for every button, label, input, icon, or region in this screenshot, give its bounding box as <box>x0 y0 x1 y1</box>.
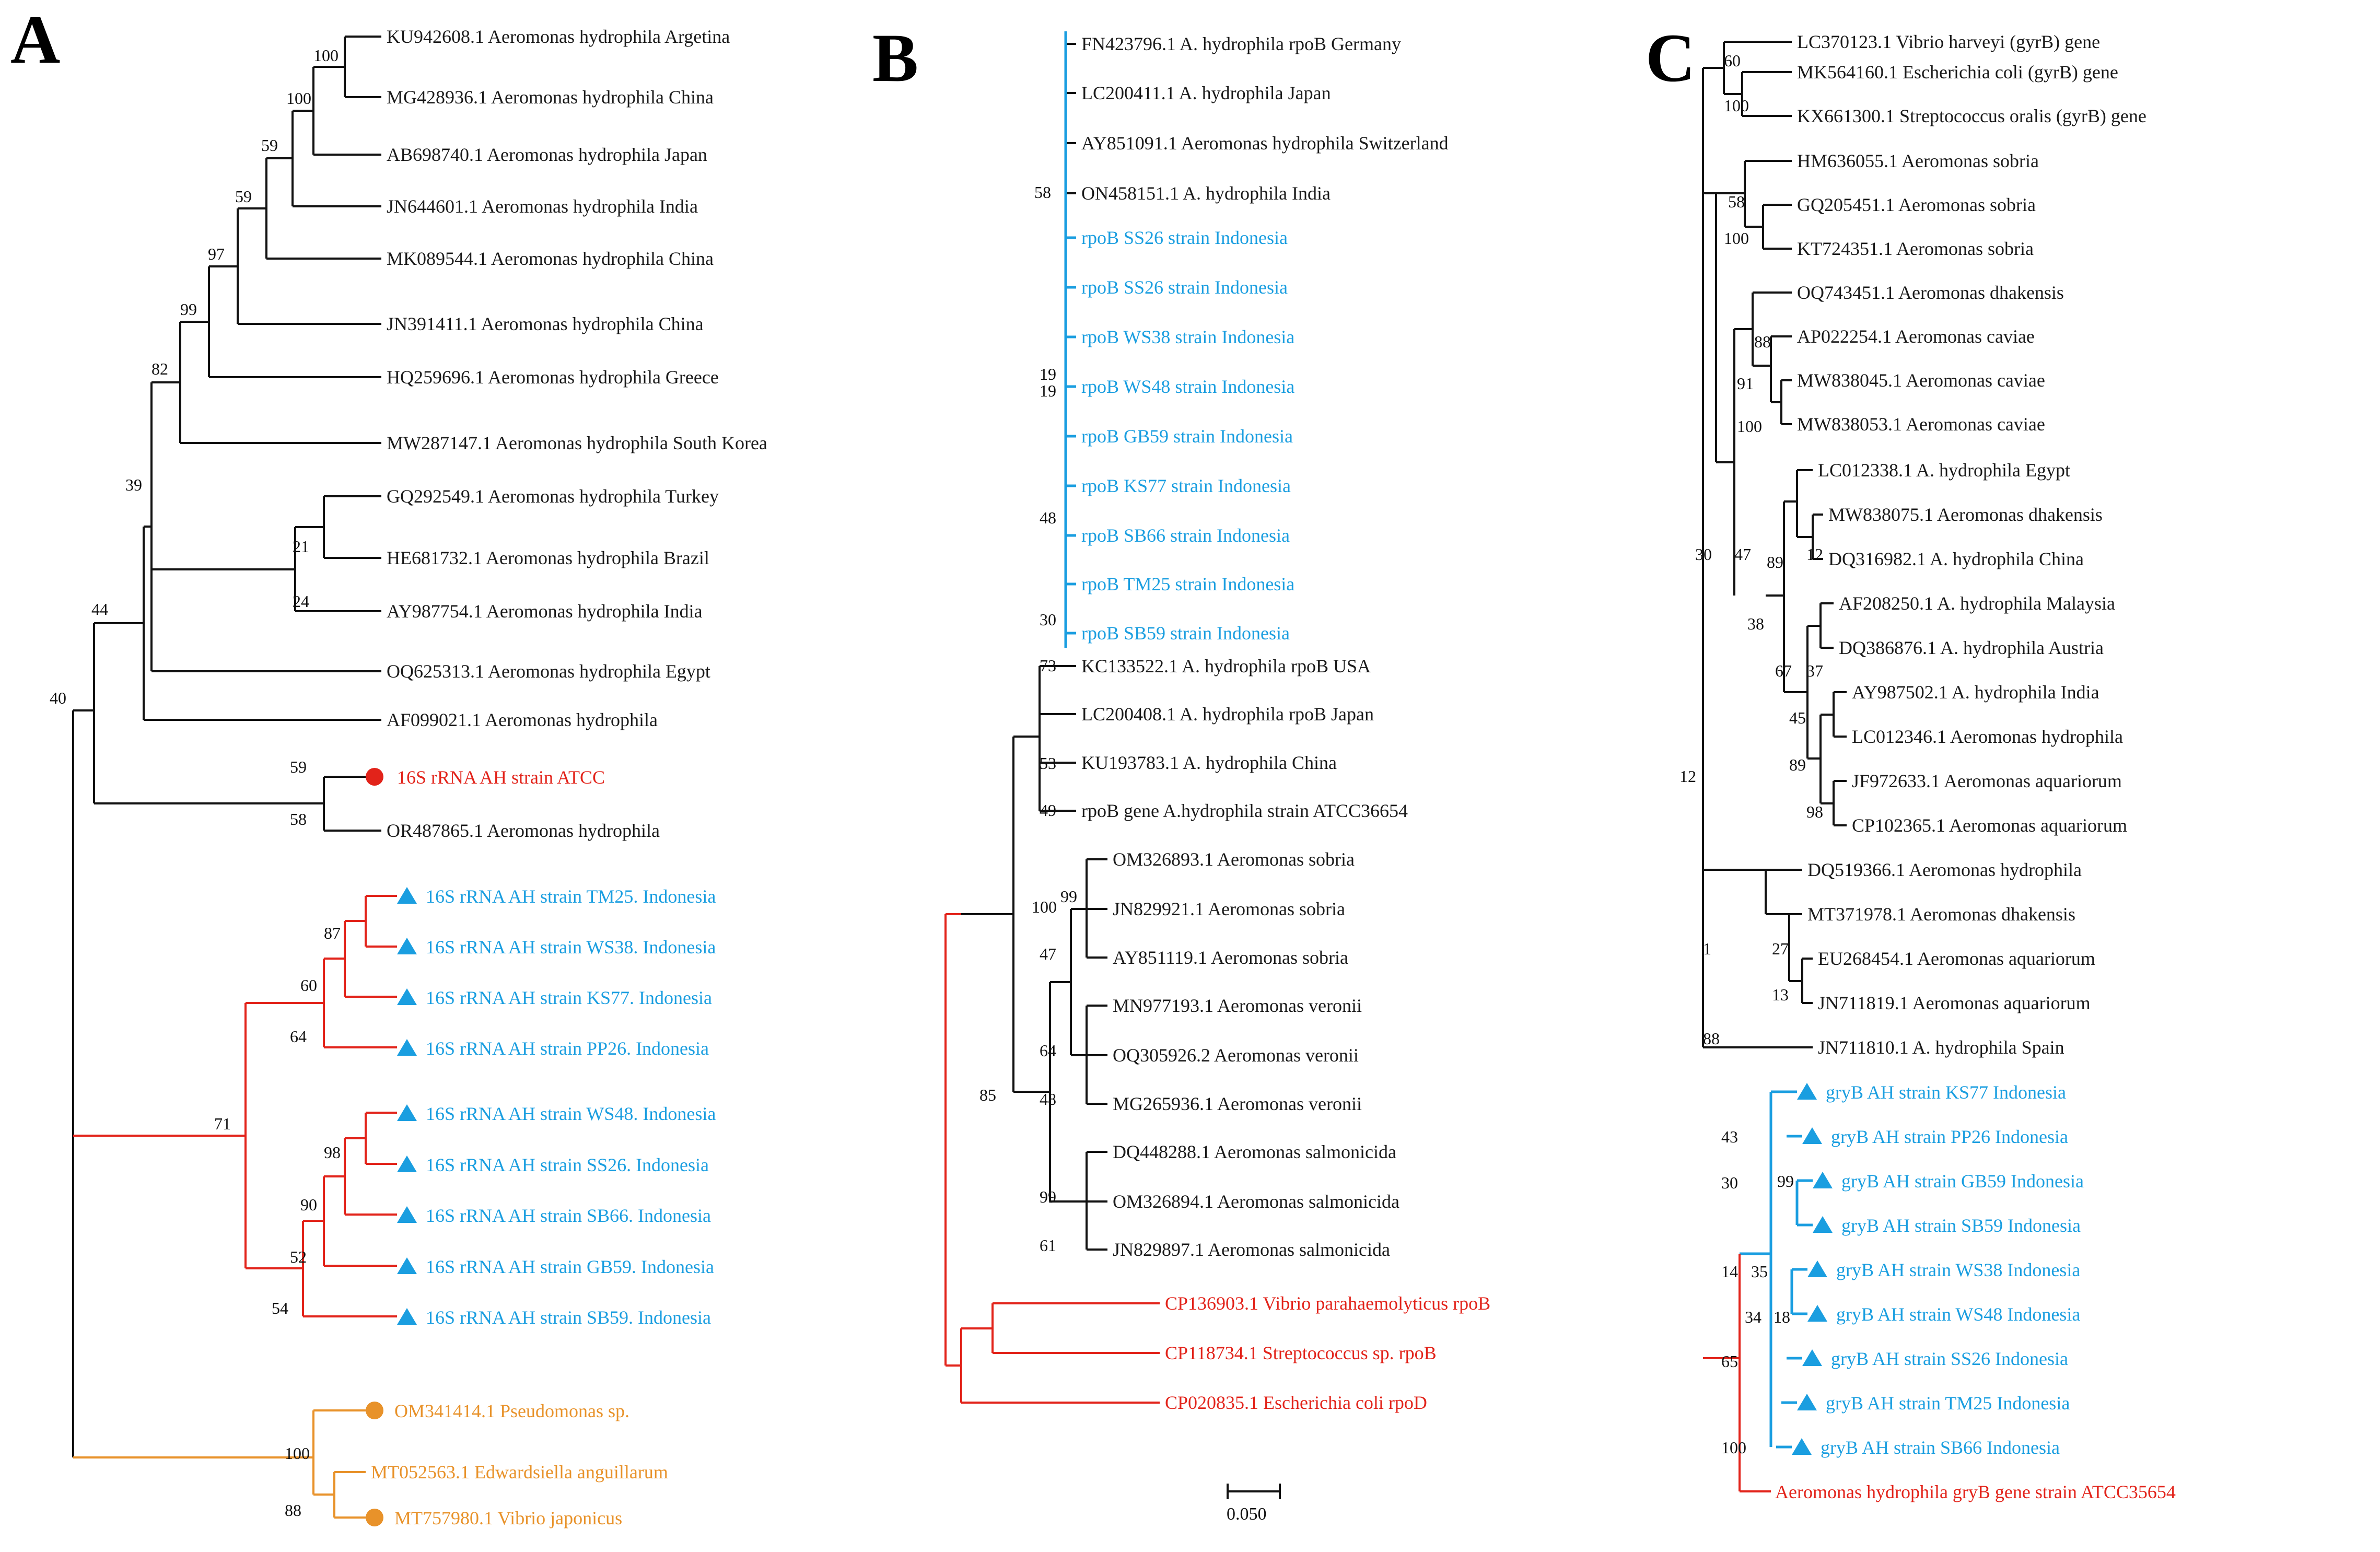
bootstrap-value: 19 <box>1040 381 1056 400</box>
taxon-label: MK089544.1 Aeromonas hydrophila China <box>387 248 714 269</box>
taxon-label: MN977193.1 Aeromonas veronii <box>1113 995 1362 1016</box>
taxon-label: HE681732.1 Aeromonas hydrophila Brazil <box>387 547 709 568</box>
bootstrap-value: 61 <box>1040 1236 1056 1255</box>
taxon-label: 16S rRNA AH strain SB59. Indonesia <box>426 1307 711 1328</box>
bootstrap-value: 64 <box>1040 1041 1056 1060</box>
bootstrap-value: 100 <box>313 46 339 65</box>
marker-blue-triangle <box>397 1257 417 1274</box>
taxon-label: rpoB WS48 strain Indonesia <box>1081 376 1295 397</box>
bootstrap-value: 98 <box>324 1143 341 1162</box>
bootstrap-value: 48 <box>1040 1090 1056 1108</box>
bootstrap-value: 100 <box>1032 897 1057 916</box>
taxon-label: 16S rRNA AH strain PP26. Indonesia <box>426 1038 709 1059</box>
taxon-label: MW287147.1 Aeromonas hydrophila South Korea <box>387 433 767 453</box>
taxon-label: AY987754.1 Aeromonas hydrophila India <box>387 601 703 622</box>
marker-blue-triangle <box>397 938 417 954</box>
bootstrap-value: 35 <box>1751 1262 1768 1281</box>
bootstrap-value: 30 <box>1721 1173 1738 1192</box>
bootstrap-value: 43 <box>1721 1127 1738 1146</box>
bootstrap-value: 64 <box>290 1027 307 1046</box>
taxon-label: KT724351.1 Aeromonas sobria <box>1797 238 2034 259</box>
taxon-label: OM326894.1 Aeromonas salmonicida <box>1113 1191 1399 1212</box>
taxon-label: rpoB WS38 strain Indonesia <box>1081 326 1295 347</box>
taxon-label: EU268454.1 Aeromonas aquariorum <box>1818 948 2095 969</box>
marker-red-circle-atcc <box>366 768 383 786</box>
taxon-label: KU193783.1 A. hydrophila China <box>1081 752 1337 773</box>
bootstrap-value: 59 <box>235 187 252 206</box>
marker-blue-triangle <box>397 988 417 1005</box>
marker-blue-triangle <box>1802 1349 1822 1366</box>
bootstrap-value: 88 <box>1754 332 1771 351</box>
marker-blue-triangle <box>397 887 417 904</box>
taxon-label: gryB AH strain GB59 Indonesia <box>1841 1171 2084 1192</box>
taxon-label: HQ259696.1 Aeromonas hydrophila Greece <box>387 367 719 388</box>
bootstrap-value: 24 <box>293 592 309 611</box>
bootstrap-value: 37 <box>1806 661 1823 680</box>
taxon-label: MG428936.1 Aeromonas hydrophila China <box>387 87 714 108</box>
bootstrap-value: 45 <box>1789 708 1806 727</box>
bootstrap-value: 58 <box>290 810 307 828</box>
panel-a <box>0 0 867 1552</box>
bootstrap-value: 97 <box>208 244 225 263</box>
bootstrap-value: 88 <box>1703 1029 1720 1048</box>
bootstrap-value: 47 <box>1734 545 1751 564</box>
taxon-label: AF208250.1 A. hydrophila Malaysia <box>1839 593 2115 614</box>
marker-blue-triangle <box>397 1308 417 1325</box>
taxon-label: MW838053.1 Aeromonas caviae <box>1797 414 2045 435</box>
taxon-label: JN829897.1 Aeromonas salmonicida <box>1113 1239 1390 1260</box>
bootstrap-value: 100 <box>1721 1438 1746 1457</box>
taxon-label: FN423796.1 A. hydrophila rpoB Germany <box>1081 33 1401 54</box>
bootstrap-value: 19 <box>1040 365 1056 383</box>
taxon-label: DQ448288.1 Aeromonas salmonicida <box>1113 1141 1396 1162</box>
scale-bar-label: 0.050 <box>1227 1504 1267 1524</box>
bootstrap-value: 34 <box>1745 1308 1761 1326</box>
bootstrap-value: 98 <box>1806 802 1823 821</box>
bootstrap-value: 59 <box>290 757 307 776</box>
taxon-label: DQ386876.1 A. hydrophila Austria <box>1839 637 2104 658</box>
taxon-label: 16S rRNA AH strain WS48. Indonesia <box>426 1103 716 1124</box>
taxon-label: LC012346.1 Aeromonas hydrophila <box>1852 726 2123 747</box>
marker-orange-circle <box>366 1402 383 1419</box>
taxon-label: JN829921.1 Aeromonas sobria <box>1113 898 1345 919</box>
taxon-label: LC370123.1 Vibrio harveyi (gyrB) gene <box>1797 31 2101 52</box>
bootstrap-value: 53 <box>1040 754 1056 773</box>
taxon-label: MK564160.1 Escherichia coli (gyrB) gene <box>1797 62 2118 83</box>
taxon-label: MG265936.1 Aeromonas veronii <box>1113 1093 1362 1114</box>
bootstrap-value: 18 <box>1774 1308 1790 1326</box>
marker-blue-triangle <box>397 1104 417 1121</box>
taxon-label: 16S rRNA AH strain SB66. Indonesia <box>426 1205 711 1226</box>
taxon-label: CP102365.1 Aeromonas aquariorum <box>1852 815 2127 836</box>
bootstrap-value: 39 <box>125 475 142 494</box>
bootstrap-value: 38 <box>1747 614 1764 633</box>
bootstrap-value: 30 <box>1695 545 1712 564</box>
bootstrap-value: 100 <box>1724 96 1749 115</box>
bootstrap-value: 88 <box>285 1501 301 1520</box>
taxon-label: rpoB KS77 strain Indonesia <box>1081 475 1291 496</box>
marker-blue-triangle <box>1792 1438 1812 1455</box>
bootstrap-value: 99 <box>1040 1187 1056 1206</box>
bootstrap-value: 100 <box>1724 229 1749 248</box>
bootstrap-value: 82 <box>151 359 168 378</box>
taxon-label: OR487865.1 Aeromonas hydrophila <box>387 820 660 841</box>
panel-b-label: B <box>872 19 919 96</box>
marker-blue-triangle <box>1813 1172 1833 1188</box>
bootstrap-value: 14 <box>1721 1262 1738 1281</box>
bootstrap-value: 12 <box>1679 767 1696 786</box>
taxon-label: JN711810.1 A. hydrophila Spain <box>1818 1037 2064 1058</box>
taxon-label: HM636055.1 Aeromonas sobria <box>1797 150 2039 171</box>
taxon-label: rpoB gene A.hydrophila strain ATCC36654 <box>1081 800 1408 821</box>
taxon-label: gryB AH strain TM25 Indonesia <box>1826 1393 2070 1414</box>
bootstrap-value: 91 <box>1737 374 1754 393</box>
bootstrap-value: 30 <box>1040 610 1056 629</box>
marker-orange-circle <box>366 1509 383 1526</box>
bootstrap-value: 21 <box>293 537 309 556</box>
taxon-label: rpoB TM25 strain Indonesia <box>1081 574 1295 594</box>
bootstrap-value: 58 <box>1728 192 1745 211</box>
taxon-label: JN644601.1 Aeromonas hydrophila India <box>387 196 698 217</box>
bootstrap-value: 99 <box>1060 887 1077 906</box>
marker-blue-triangle <box>1797 1394 1817 1410</box>
taxon-label: 16S rRNA AH strain KS77. Indonesia <box>426 987 712 1008</box>
taxon-label: CP118734.1 Streptococcus sp. rpoB <box>1165 1343 1437 1363</box>
bootstrap-value: 52 <box>290 1247 307 1266</box>
marker-blue-triangle <box>1797 1083 1817 1100</box>
taxon-label: JF972633.1 Aeromonas aquariorum <box>1852 771 2122 791</box>
taxon-label: Aeromonas hydrophila gryB gene strain ATCC35654 <box>1775 1481 2176 1502</box>
taxon-label: MW838045.1 Aeromonas caviae <box>1797 370 2045 391</box>
taxon-label: 16S rRNA AH strain SS26. Indonesia <box>426 1154 709 1175</box>
bootstrap-value: 44 <box>91 600 108 619</box>
bootstrap-value: 89 <box>1767 553 1783 571</box>
bootstrap-value: 100 <box>286 89 311 108</box>
taxon-label: MT757980.1 Vibrio japonicus <box>394 1508 623 1528</box>
taxon-label: CP136903.1 Vibrio parahaemolyticus rpoB <box>1165 1293 1491 1314</box>
bootstrap-value: 48 <box>1040 508 1056 527</box>
taxon-label: ON458151.1 A. hydrophila India <box>1081 183 1331 204</box>
taxon-label: 16S rRNA AH strain TM25. Indonesia <box>426 886 716 907</box>
marker-blue-triangle <box>1802 1127 1822 1144</box>
panel-a-label: A <box>10 1 61 78</box>
panel-c-label: C <box>1646 19 1696 96</box>
taxon-label: CP020835.1 Escherichia coli rpoD <box>1165 1392 1427 1413</box>
bootstrap-value: 54 <box>272 1299 288 1317</box>
taxon-label: OQ743451.1 Aeromonas dhakensis <box>1797 282 2064 303</box>
panel-b <box>867 0 1640 1552</box>
taxon-label: gryB AH strain SB59 Indonesia <box>1841 1215 2081 1236</box>
bootstrap-value: 99 <box>180 300 197 319</box>
bootstrap-value: 13 <box>1772 985 1789 1004</box>
taxon-label: JN391411.1 Aeromonas hydrophila China <box>387 313 704 334</box>
panel-c <box>1640 0 2380 1552</box>
bootstrap-value: 12 <box>1806 545 1823 564</box>
taxon-label: KC133522.1 A. hydrophila rpoB USA <box>1081 656 1371 676</box>
taxon-label: KX661300.1 Streptococcus oralis (gyrB) gene <box>1797 106 2146 126</box>
taxon-label: AY987502.1 A. hydrophila India <box>1852 682 2099 703</box>
bootstrap-value: 85 <box>979 1086 996 1104</box>
taxon-label: gryB AH strain PP26 Indonesia <box>1831 1126 2068 1147</box>
taxon-label: MW838075.1 Aeromonas dhakensis <box>1828 504 2103 525</box>
marker-blue-triangle <box>397 1039 417 1056</box>
taxon-label: rpoB SS26 strain Indonesia <box>1081 277 1288 298</box>
bootstrap-value: 100 <box>1737 417 1762 436</box>
taxon-label: gryB AH strain SB66 Indonesia <box>1821 1437 2060 1458</box>
marker-blue-triangle <box>1807 1261 1827 1277</box>
bootstrap-value: 60 <box>300 976 317 995</box>
bootstrap-value: 40 <box>50 689 66 707</box>
taxon-label: rpoB GB59 strain Indonesia <box>1081 426 1293 447</box>
bootstrap-value: 65 <box>1721 1352 1738 1371</box>
bootstrap-value: 47 <box>1040 944 1056 963</box>
taxon-label: OM341414.1 Pseudomonas sp. <box>394 1401 630 1421</box>
taxon-label: DQ316982.1 A. hydrophila China <box>1828 549 2084 569</box>
bootstrap-value: 1 <box>1703 939 1711 958</box>
taxon-label: 16S rRNA AH strain ATCC <box>397 767 605 788</box>
taxon-label: LC200408.1 A. hydrophila rpoB Japan <box>1081 704 1374 725</box>
bootstrap-value: 73 <box>1040 656 1056 675</box>
taxon-label: gryB AH strain WS38 Indonesia <box>1836 1259 2081 1280</box>
bootstrap-value: 90 <box>300 1195 317 1214</box>
bootstrap-value: 67 <box>1775 661 1792 680</box>
bootstrap-value: 87 <box>324 924 341 942</box>
taxon-label: MT052563.1 Edwardsiella anguillarum <box>371 1462 668 1483</box>
bootstrap-value: 89 <box>1789 755 1806 774</box>
taxon-label: gryB AH strain SS26 Indonesia <box>1831 1348 2068 1369</box>
bootstrap-value: 49 <box>1040 801 1056 820</box>
taxon-label: LC012338.1 A. hydrophila Egypt <box>1818 460 2070 481</box>
taxon-label: AF099021.1 Aeromonas hydrophila <box>387 709 658 730</box>
bootstrap-value: 71 <box>214 1114 231 1133</box>
bootstrap-value: 59 <box>261 136 278 155</box>
taxon-label: OQ305926.2 Aeromonas veronii <box>1113 1045 1359 1066</box>
taxon-label: AY851091.1 Aeromonas hydrophila Switzerland <box>1081 133 1449 154</box>
taxon-label: AB698740.1 Aeromonas hydrophila Japan <box>387 144 707 165</box>
bootstrap-value: 99 <box>1777 1172 1794 1191</box>
taxon-label: GQ292549.1 Aeromonas hydrophila Turkey <box>387 486 719 507</box>
taxon-label: gryB AH strain KS77 Indonesia <box>1826 1082 2066 1103</box>
marker-blue-triangle <box>397 1206 417 1223</box>
taxon-label: DQ519366.1 Aeromonas hydrophila <box>1807 859 2082 880</box>
taxon-label: rpoB SB66 strain Indonesia <box>1081 525 1290 546</box>
taxon-label: rpoB SS26 strain Indonesia <box>1081 227 1288 248</box>
bootstrap-value: 27 <box>1772 939 1789 958</box>
marker-blue-triangle <box>1807 1305 1827 1322</box>
taxon-label: KU942608.1 Aeromonas hydrophila Argetina <box>387 26 730 47</box>
taxon-label: 16S rRNA AH strain WS38. Indonesia <box>426 937 716 958</box>
taxon-label: JN711819.1 Aeromonas aquariorum <box>1818 993 2091 1013</box>
taxon-label: AP022254.1 Aeromonas caviae <box>1797 326 2035 347</box>
taxon-label: OM326893.1 Aeromonas sobria <box>1113 849 1355 870</box>
taxon-label: rpoB SB59 strain Indonesia <box>1081 623 1290 644</box>
taxon-label: MT371978.1 Aeromonas dhakensis <box>1807 904 2075 925</box>
marker-blue-triangle <box>1813 1216 1833 1233</box>
taxon-label: OQ625313.1 Aeromonas hydrophila Egypt <box>387 661 710 682</box>
taxon-label: AY851119.1 Aeromonas sobria <box>1113 947 1348 968</box>
bootstrap-value: 60 <box>1724 51 1741 70</box>
taxon-label: GQ205451.1 Aeromonas sobria <box>1797 194 2036 215</box>
taxon-label: 16S rRNA AH strain GB59. Indonesia <box>426 1256 714 1277</box>
taxon-label: LC200411.1 A. hydrophila Japan <box>1081 83 1331 103</box>
marker-blue-triangle <box>397 1156 417 1172</box>
taxon-label: gryB AH strain WS48 Indonesia <box>1836 1304 2081 1325</box>
bootstrap-value: 100 <box>285 1444 310 1463</box>
bootstrap-value: 58 <box>1034 183 1051 202</box>
